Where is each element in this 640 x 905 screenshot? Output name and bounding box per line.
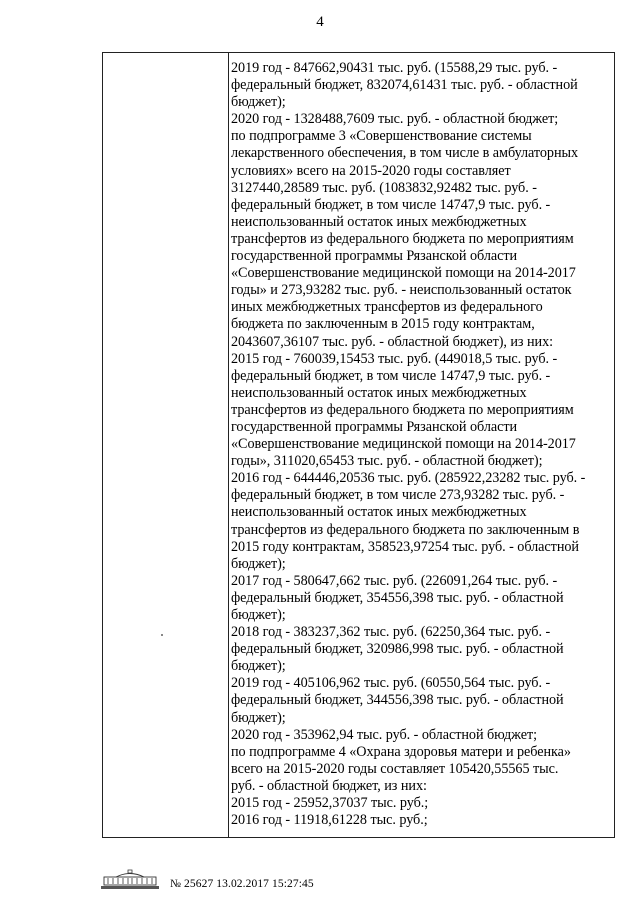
text-line: годы» и 273,93282 тыс. руб. - неиспользованный остаток (231, 282, 572, 299)
text-line: трансфертов из федерального бюджета по мероприятиям (231, 230, 574, 247)
text-line: государственной программы Рязанской области (231, 248, 518, 265)
page-number: 4 (316, 14, 324, 30)
text-line: неиспользованный остаток иных межбюджетных (231, 213, 527, 230)
text-line: федеральный бюджет, 344556,398 тыс. руб. - областной (231, 692, 564, 709)
text-line: лекарственного обеспечения, в том числе в амбулаторных (231, 145, 579, 162)
document-footer (98, 866, 314, 890)
text-line: бюджет); (231, 94, 286, 111)
text-line: государственной программы Рязанской области (231, 418, 518, 435)
text-line: бюджет); (231, 555, 286, 572)
funding-text-cell (231, 60, 611, 829)
text-line: трансфертов из федерального бюджета по заключенным в (231, 521, 580, 538)
text-line: 2015 году контрактам, 358523,97254 тыс. руб. - областной (231, 538, 579, 555)
text-line: неиспользованный остаток иных межбюджетных (231, 504, 527, 521)
text-line: 2016 год - 644446,20536 тыс. руб. (285922,23282 тыс. руб. - (231, 470, 586, 487)
text-line: всего на 2015-2020 годы составляет 105420,55565 тыс. (231, 760, 559, 777)
text-line: 2019 год - 405106,962 тыс. руб. (60550,564 тыс. руб. - (231, 675, 551, 692)
text-line: 2019 год - 847662,90431 тыс. руб. (15588,29 тыс. руб. - (231, 60, 558, 76)
text-line: федеральный бюджет, в том числе 14747,9 тыс. руб. - (231, 367, 551, 384)
text-line: бюджет); (231, 658, 286, 675)
text-line: иных межбюджетных трансфертов из федерального (231, 299, 543, 316)
text-line: годы», 311020,65453 тыс. руб. - областной бюджет); (231, 453, 543, 470)
text-line: «Совершенствование медицинской помощи на 2014-2017 (231, 436, 576, 453)
text-line: 2015 год - 760039,15453 тыс. руб. (449018,5 тыс. руб. - (231, 350, 558, 367)
text-line: 2043607,36107 тыс. руб. - областной бюджет), из них: (231, 333, 554, 350)
document-table (102, 52, 615, 838)
text-line: по подпрограмме 4 «Охрана здоровья матери и ребенка» (231, 743, 571, 760)
text-line: федеральный бюджет, 354556,398 тыс. руб. - областной (231, 589, 564, 606)
text-line: 2018 год - 383237,362 тыс. руб. (62250,364 тыс. руб. - (231, 624, 551, 641)
scan-speck (161, 634, 163, 636)
text-line: «Совершенствование медицинской помощи на 2014-2017 (231, 265, 576, 282)
text-line: 2020 год - 1328488,7609 тыс. руб. - областной бюджет; (231, 111, 559, 128)
text-line: неиспользованный остаток иных межбюджетных (231, 384, 527, 401)
text-line: федеральный бюджет, в том числе 273,93282 тыс. руб. - (231, 487, 565, 504)
text-line: по подпрограмме 3 «Совершенствование системы (231, 128, 532, 145)
text-line: федеральный бюджет, 832074,61431 тыс. руб. - областной (231, 77, 578, 94)
text-line: трансфертов из федерального бюджета по мероприятиям (231, 401, 574, 418)
text-line: бюджета по заключенным в 2015 году контрактам, (231, 316, 535, 333)
text-line: 2015 год - 25952,37037 тыс. руб.; (231, 795, 429, 812)
text-line: бюджет); (231, 709, 286, 726)
text-line: федеральный бюджет, в том числе 14747,9 тыс. руб. - (231, 196, 551, 213)
text-line: федеральный бюджет, 320986,998 тыс. руб. - областной (231, 641, 564, 658)
text-line: 2017 год - 580647,662 тыс. руб. (226091,264 тыс. руб. - (231, 572, 558, 589)
column-divider (228, 53, 229, 837)
text-line: руб. - областной бюджет, из них: (231, 777, 427, 794)
government-building-logo-icon (98, 868, 162, 890)
text-line: 2016 год - 11918,61228 тыс. руб.; (231, 812, 428, 829)
text-line: 2020 год - 353962,94 тыс. руб. - областной бюджет; (231, 726, 538, 743)
text-line: 3127440,28589 тыс. руб. (1083832,92482 тыс. руб. - (231, 179, 537, 196)
text-line: условиях» всего на 2015-2020 годы составляет (231, 162, 511, 179)
registration-stamp: № 25627 13.02.2017 15:27:45 (170, 878, 314, 890)
text-line: бюджет); (231, 607, 286, 623)
